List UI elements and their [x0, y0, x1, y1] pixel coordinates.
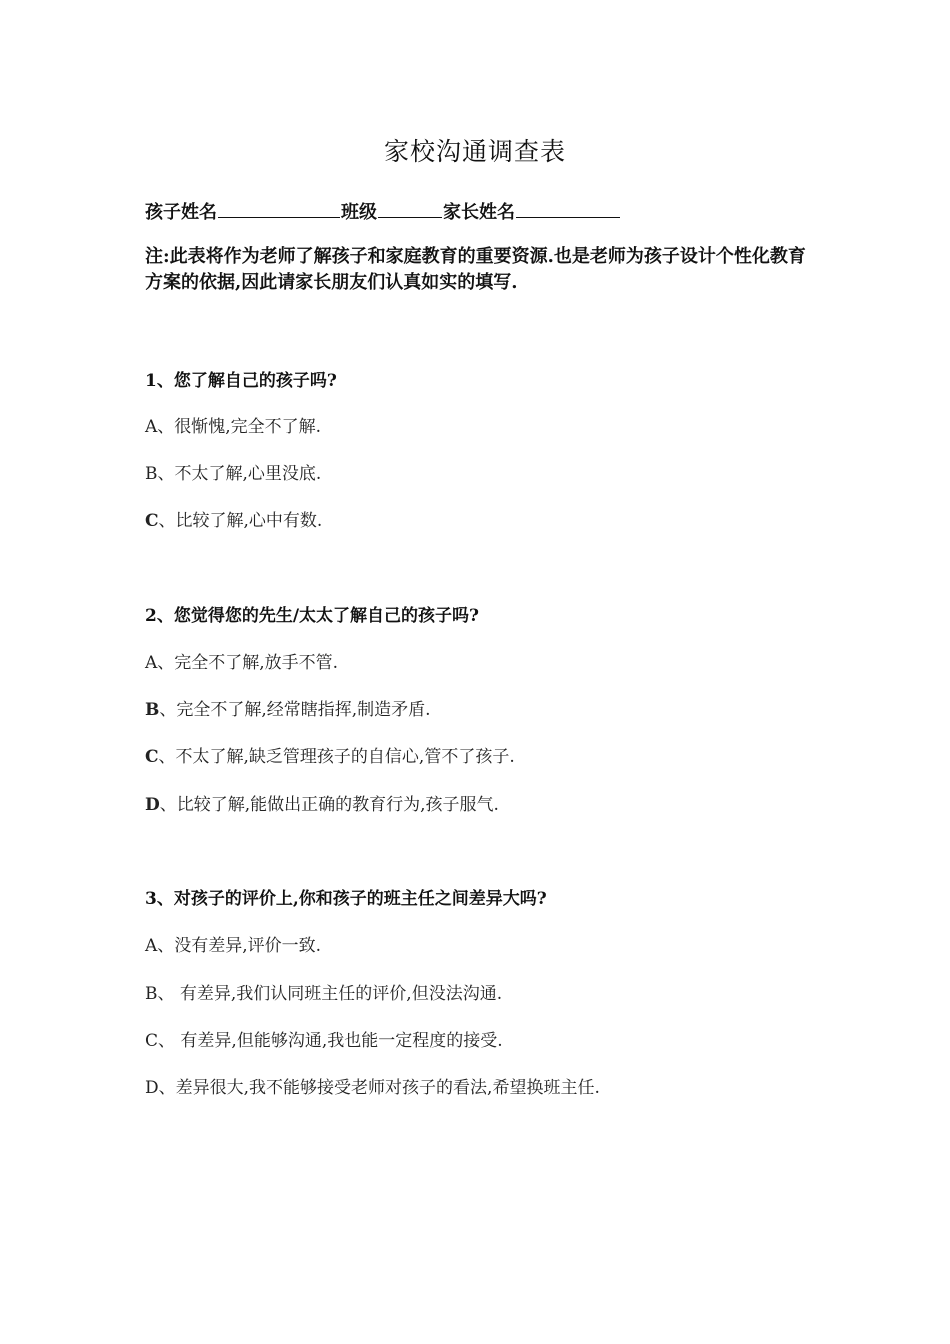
option-text: 不太了解,缺乏管理孩子的自信心,管不了孩子.	[175, 747, 515, 767]
option-separator: 、	[158, 1031, 176, 1051]
class-blank[interactable]	[378, 199, 442, 218]
question-3-option-d[interactable]	[145, 1073, 600, 1098]
option-separator: 、	[157, 984, 175, 1004]
question-2-option-d[interactable]	[145, 790, 499, 815]
option-letter: A	[145, 417, 158, 437]
option-separator: 、	[158, 1078, 176, 1098]
parent-name-blank[interactable]	[516, 199, 620, 218]
option-separator: 、	[158, 511, 176, 531]
question-3-option-b[interactable]	[145, 979, 502, 1004]
option-text: 有差异,我们认同班主任的评价,但没法沟通.	[174, 984, 503, 1004]
parent-name-label: 家长姓名	[443, 202, 515, 223]
option-text: 比较了解,心中有数.	[175, 511, 323, 531]
option-separator: 、	[157, 936, 175, 956]
question-3-option-c[interactable]	[145, 1026, 503, 1051]
option-letter: C	[145, 747, 159, 767]
option-letter: A	[145, 653, 158, 673]
question-3-option-a[interactable]	[145, 931, 321, 956]
question-2-option-a[interactable]	[145, 648, 338, 673]
option-letter: C	[145, 511, 159, 531]
option-text: 没有差异,评价一致.	[174, 936, 322, 956]
option-letter: B	[145, 700, 160, 720]
option-separator: 、	[159, 795, 177, 815]
option-separator: 、	[159, 700, 177, 720]
question-1-option-a[interactable]	[145, 412, 321, 437]
question-2: 2、您觉得您的先生/太太了解自己的孩子吗?	[145, 606, 479, 626]
question-2-option-b[interactable]	[145, 695, 431, 720]
question-1-option-b[interactable]	[145, 459, 321, 484]
option-separator: 、	[158, 747, 176, 767]
option-text: 完全不了解,经常瞎指挥,制造矛盾.	[176, 700, 431, 720]
option-text: 完全不了解,放手不管.	[174, 653, 339, 673]
option-letter: B	[145, 464, 158, 484]
question-1: 1、您了解自己的孩子吗?	[145, 371, 337, 391]
option-text: 比较了解,能做出正确的教育行为,孩子服气.	[176, 795, 499, 815]
question-1-option-c[interactable]	[145, 506, 322, 531]
question-3: 3、对孩子的评价上,你和孩子的班主任之间差异大吗?	[145, 889, 547, 909]
option-separator: 、	[157, 653, 175, 673]
option-letter: B	[145, 984, 158, 1004]
page-title: 家校沟通调查表	[383, 137, 566, 166]
question-2-option-c[interactable]	[145, 742, 515, 767]
option-letter: C	[145, 1031, 159, 1051]
option-text: 很惭愧,完全不了解.	[174, 417, 322, 437]
child-name-blank[interactable]	[218, 199, 340, 218]
option-separator: 、	[157, 417, 175, 437]
option-separator: 、	[157, 464, 175, 484]
option-letter: D	[145, 1078, 159, 1098]
option-text: 差异很大,我不能够接受老师对孩子的看法,希望换班主任.	[175, 1078, 600, 1098]
option-letter: D	[145, 795, 160, 815]
child-name-label: 孩子姓名	[145, 202, 217, 223]
info-fill-line	[145, 198, 621, 224]
note-paragraph: 注:此表将作为老师了解孩子和家庭教育的重要资源.也是老师为孩子设计个性化教育方案的依据,因此请家长朋友们认真如实的填写.	[145, 246, 806, 293]
option-text: 有差异,但能够沟通,我也能一定程度的接受.	[175, 1031, 503, 1051]
class-label: 班级	[341, 202, 377, 223]
option-letter: A	[145, 936, 158, 956]
option-text: 不太了解,心里没底.	[174, 464, 322, 484]
